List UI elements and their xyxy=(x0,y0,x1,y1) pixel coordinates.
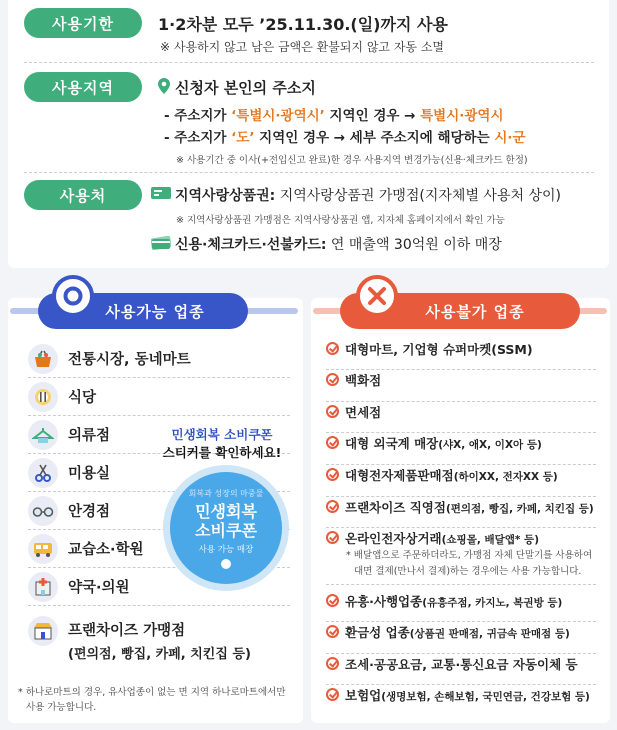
period-note: ※ 사용하지 않고 남은 금액은 환불되지 않고 자동 소멸 xyxy=(160,40,445,54)
disallowed-item: 온라인전자상거래(쇼핑몰, 배달앱* 등) xyxy=(326,529,596,585)
divider xyxy=(24,62,594,63)
x-mark-icon xyxy=(356,275,398,317)
circle-o-icon xyxy=(52,275,94,317)
allowed-item-restaurant: 식당 xyxy=(28,378,290,416)
check-circle-icon xyxy=(326,688,339,701)
period-pill: 사용기한 xyxy=(24,8,142,38)
franchise-examples: (편의점, 빵집, 카페, 치킨집 등) xyxy=(68,647,251,662)
check-circle-icon xyxy=(326,625,339,638)
sticker-caption: 민생회복 소비쿠폰 스티커를 확인하세요! xyxy=(162,427,282,460)
check-circle-icon xyxy=(326,342,339,355)
disallowed-item: 보험업(생명보험, 손해보험, 국민연금, 건강보험 등) xyxy=(326,686,596,716)
storefront-icon xyxy=(28,616,58,646)
disallowed-item: 대형 외국계 매장(샤X, 애X, 이X아 등) xyxy=(326,434,596,465)
region-note: ※ 사용기간 중 이사(+전입신고 완료)한 경우 사용지역 변경가능(신용·체크카드 한정) xyxy=(176,155,528,166)
check-circle-icon xyxy=(326,468,339,481)
check-circle-icon xyxy=(326,531,339,544)
disallowed-item: 유흥·사행업종(유흥주점, 카지노, 복권방 등) xyxy=(326,592,596,622)
region-pill: 사용지역 xyxy=(24,72,142,102)
shopping-basket-icon xyxy=(28,344,58,374)
gift-certificate-icon xyxy=(151,186,171,200)
disallowed-item: 면세점 xyxy=(326,403,596,433)
hanaro-footnote: * 하나로마트의 경우, 유사업종이 없는 면 지역 하나로마트에서만 사용 가능합니다. xyxy=(18,687,286,713)
school-bus-icon xyxy=(28,534,58,564)
place-pill: 사용처 xyxy=(24,180,142,210)
divider xyxy=(24,172,594,173)
disallowed-item: 대형마트, 기업형 슈퍼마켓(SSM) xyxy=(326,340,596,370)
scissors-icon xyxy=(28,458,58,488)
region-line-province: - 주소지가 ‘도’ 지역인 경우 → 세부 주소지에 해당하는 시·군 xyxy=(164,130,526,146)
disallowed-item: 대형전자제품판매점(하이XX, 전자XX 등) xyxy=(326,466,596,497)
period-main: 1·2차분 모두 ’25.11.30.(일)까지 사용 xyxy=(158,15,448,34)
check-circle-icon xyxy=(326,436,339,449)
allowed-item-clothing: 의류점 xyxy=(28,416,290,454)
place-note: ※ 지역사랑상품권 가맹점은 지역사랑상품권 앱, 지자체 홈페이지에서 확인 가능 xyxy=(176,215,505,226)
hospital-building-icon xyxy=(28,572,58,602)
allowed-item-optician: 안경점 xyxy=(28,492,290,530)
allowed-item-pharmacy: 약국·의원 xyxy=(28,568,290,606)
location-pin-icon xyxy=(158,78,170,94)
disallowed-title: 사용불가 업종 xyxy=(340,293,580,329)
check-circle-icon xyxy=(326,657,339,670)
credit-card-icon xyxy=(151,236,171,250)
region-main: 신청자 본인의 주소지 xyxy=(175,79,316,97)
government-emblem-icon xyxy=(221,559,231,569)
place-local-line: 지역사랑상품권: 지역사랑상품권 가맹점(지자체별 사용처 상이) xyxy=(175,188,561,204)
online-delivery-note: * 배달앱으로 주문하더라도, 가맹점 자체 단말기를 사용하여 대면 결제(만나서 결제)하는 경우에는 사용 가능합니다. xyxy=(346,550,593,577)
disallowed-item: 환금성 업종(상품권 판매점, 귀금속 판매점 등) xyxy=(326,623,596,654)
allowed-item-market: 전통시장, 동네마트 xyxy=(28,340,290,378)
check-circle-icon xyxy=(326,373,339,386)
disallowed-item: 프랜차이즈 직영점(편의점, 빵집, 카페, 치킨집 등) xyxy=(326,498,596,528)
allowed-item-academy: 교습소·학원 xyxy=(28,530,290,568)
region-line-metro: - 주소지가 ‘특별시·광역시’ 지역인 경우 → 특별시·광역시 xyxy=(164,108,504,124)
disallowed-item: 백화점 xyxy=(326,371,596,402)
coupon-sticker-image: 회복과 성장의 마중물 민생회복 소비쿠폰 사용 가능 매장 xyxy=(163,465,289,591)
allowed-item-franchise: 프랜차이즈 가맹점 xyxy=(28,612,290,668)
clothes-hanger-icon xyxy=(28,420,58,450)
glasses-icon xyxy=(28,496,58,526)
allowed-item-salon: 미용실 xyxy=(28,454,290,492)
plate-cutlery-icon xyxy=(28,382,58,412)
check-circle-icon xyxy=(326,500,339,513)
check-circle-icon xyxy=(326,594,339,607)
check-circle-icon xyxy=(326,405,339,418)
place-card-line: 신용·체크카드·선불카드: 연 매출액 30억원 이하 매장 xyxy=(175,237,502,253)
allowed-title: 사용가능 업종 xyxy=(38,293,248,329)
disallowed-item: 조세·공공요금, 교통·통신요금 자동이체 등 xyxy=(326,655,596,685)
